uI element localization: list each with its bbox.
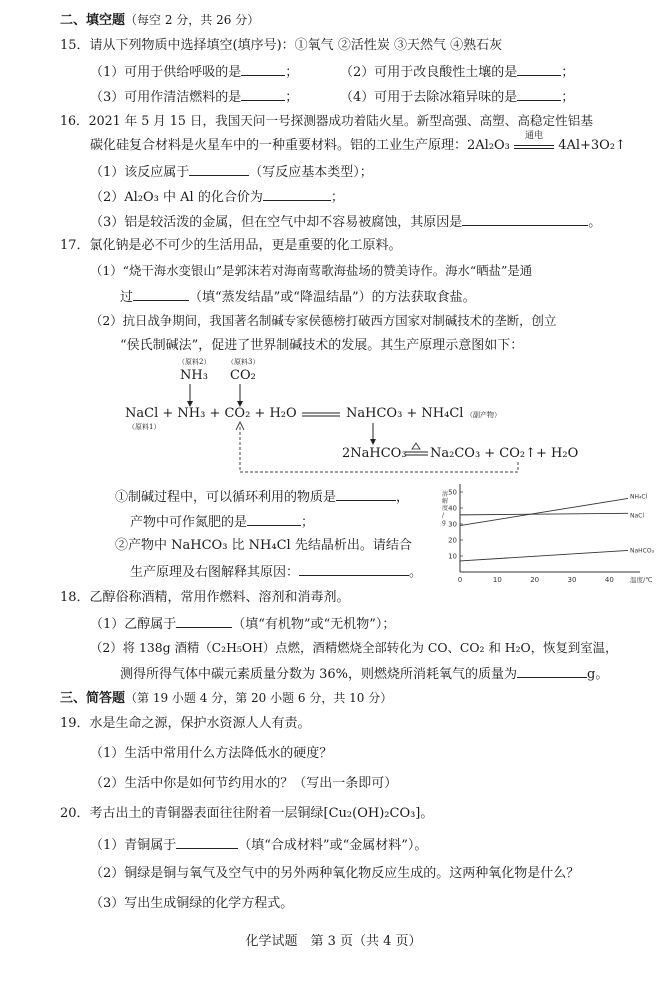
answer-blank[interactable] [517,665,587,678]
q17-part1-hint: （填“蒸发结晶”或“降温结晶”）的方法获取食盐。 [189,290,476,305]
q20-part1-hint: （填“合成材料”或“金属材料”）。 [238,838,428,853]
q20-part2: （2）铜绿是铜与氧气及空气中的另外两种氧化物反应生成的。这两种氧化物是什么？ [90,866,580,881]
answer-blank[interactable] [176,615,232,628]
answer-blank[interactable] [247,513,301,526]
page-footer: 化学试题 第 3 页（共 4 页） [245,934,422,949]
series-line-1 [460,498,628,525]
q15-part4-text: （4）可用于去除冰箱异味的是 [340,90,518,105]
x-tick-label: 20 [530,576,540,584]
y-tick-label: 50 [448,488,457,497]
q17-sub2: ②产物中 NaHCO₃ 比 NH₄Cl 先结晶析出。请结合 [115,538,412,553]
series-label-1: NH₄Cl [630,493,648,501]
q15-part3-text: （3）可用作清洁燃料的是 [90,90,242,105]
answer-blank[interactable] [176,836,238,849]
semicolon: ； [330,190,344,205]
semicolon: ； [285,65,299,80]
q17-stem: 17．氯化钠是必不可少的生活用品，更是重要的化工原料。 [60,238,402,253]
series-label-2: NaCl [630,512,645,520]
q17-part1-text: 过 [120,290,134,305]
q17-sub2-line2 [130,563,422,581]
semicolon: ； [301,515,315,530]
semicolon: ； [285,90,299,105]
y-tick-label: 40 [448,504,457,513]
nh3-label: NH₃ [180,368,208,383]
q16-text: 碳化硅复合材料是火星车中的一种重要材料。铝的工业生产原理：2Al₂O₃ [90,138,510,153]
q15-stem: 15．请从下列物质中选择填空(填序号)：①氧气 ②活性炭 ③天然气 ④熟石灰 [60,38,503,53]
equation-2-right: Na₂CO₃ + CO₂↑+ H₂O [430,446,579,461]
semicolon: ； [561,65,575,80]
q17-sub1 [115,488,409,506]
q18-part1-text: （1）乙醇属于 [90,617,177,632]
recycle-dashed-path [240,426,518,472]
q17-sub2-text2: 生产原理及右图解释其原因： [130,565,300,580]
q18-part1-hint: （填“有机物”或“无机物”）； [232,617,396,632]
q17-sub1-text2: 产物中可作氮肥的是 [130,515,248,530]
y-tick-label: 20 [448,536,457,545]
series-label-3: NaHCO₃ [630,547,654,555]
raw-material-3-label: （原料3） [227,358,260,366]
q17-sub1-line2 [130,513,314,531]
q18-part2-text: 测得所得气体中碳元素质量分数为 36%，则燃烧所消耗氧气的质量为 [120,667,518,682]
raw-material-1-label: （原料1） [128,423,161,431]
x-tick-label: 30 [567,576,577,584]
section-note: （第 19 小题 4 分，第 20 小题 6 分，共 10 分） [125,691,393,705]
byproduct-label: （副产物） [466,411,501,419]
x-tick-label: 40 [604,576,614,584]
q19-part1: （1）生活中常用什么方法降低水的硬度？ [90,746,333,761]
y-tick-label: 30 [448,520,457,529]
q20-stem: 20．考古出土的青铜器表面往往附着一层铜绿[Cu₂(OH)₂CO₃]。 [60,806,434,821]
y-axis-label: 溶解度/ g [442,491,449,526]
equation-2-left: 2NaHCO₃ [342,446,407,461]
x-tick-label: 10 [492,576,502,584]
q17-sub1-text: ①制碱过程中，可以循环利用的物质是 [115,490,337,505]
q17-part1-line1: （1）“烧干海水变银山”是郭沫若对海南莺歌海盐场的赞美诗作。海水“晒盐”是通 [90,263,533,278]
period: 。 [588,215,602,230]
comma: ， [396,490,410,505]
equation-1-left: NaCl + NH₃ + CO₂ + H₂O [125,406,297,421]
unit: g。 [587,667,609,682]
q16-part1-hint: （写反应基本类型）； [249,165,373,180]
series-line-2 [460,513,628,515]
q20-part3: （3）写出生成铜绿的化学方程式。 [90,896,294,911]
solubility-chart [438,484,663,590]
q18-part2-line1: （2）将 138g 酒精（C₂H₅OH）点燃，酒精燃烧全部转化为 CO、CO₂ 和 H₂O，恢复到室温， [90,640,618,655]
q16-part1-text: （1）该反应属于 [90,165,190,180]
q19-part2: （2）生活中你是如何节约用水的？（写出一条即可） [90,776,398,791]
answer-blank[interactable] [336,488,396,501]
section-title: 简答题 [86,691,126,706]
q16-products: 4Al+3O₂↑ [558,138,626,153]
q20-part1-text: （1）青铜属于 [90,838,177,853]
co2-label: CO₂ [230,368,256,383]
y-tick-label: 10 [448,552,457,561]
q18-part2-line2 [120,665,608,683]
equation-1-right: NaHCO₃ + NH₄Cl [346,406,464,421]
section-number: 三、 [60,691,87,706]
q15-part1-text: （1）可用于供给呼吸的是 [90,65,242,80]
q16-part3-text: （3）铝是较活泼的金属，但在空气中却不容易被腐蚀，其原因是 [90,215,463,230]
period: 。 [409,565,423,580]
q16-part2-text: （2）Al₂O₃ 中 Al 的化合价为 [90,190,263,205]
q20-part1 [90,836,427,854]
answer-blank[interactable] [299,563,409,576]
q18-part1 [90,615,395,633]
semicolon: ； [561,90,575,105]
q17-part2-line1: （2）抗日战争期间，我国著名制碱专家侯德榜打破西方国家对制碱技术的垄断，创立 [90,313,557,328]
q16-stem-line1: 16．2021 年 5 月 15 日，我国天问一号探测器成功着陆火星。新型高强、高塑、高稳定性铝基 [60,113,593,128]
q17-part2-line2: “侯氏制碱法”，促进了世界制碱技术的发展。其生产原理示意图如下： [120,338,524,353]
x-axis-label: 温度/℃ [630,576,653,584]
q15-part2-text: （2）可用于改良酸性土壤的是 [340,65,518,80]
reaction-condition: 通电 [525,131,544,141]
q19-stem: 19．水是生命之源，保护水资源人人有责。 [60,716,311,731]
section-note: （每空 2 分，共 26 分） [125,13,260,27]
section-title: 填空题 [86,13,126,28]
section-number: 二、 [60,13,87,28]
heating-triangle-icon [412,443,420,449]
raw-material-2-label: （原料2） [178,358,211,366]
q18-stem: 18．乙醇俗称酒精，常用作燃料、溶剂和消毒剂。 [60,590,350,605]
section-3-heading [60,690,392,707]
series-line-3 [460,550,628,561]
x-tick-label: 0 [457,576,463,584]
